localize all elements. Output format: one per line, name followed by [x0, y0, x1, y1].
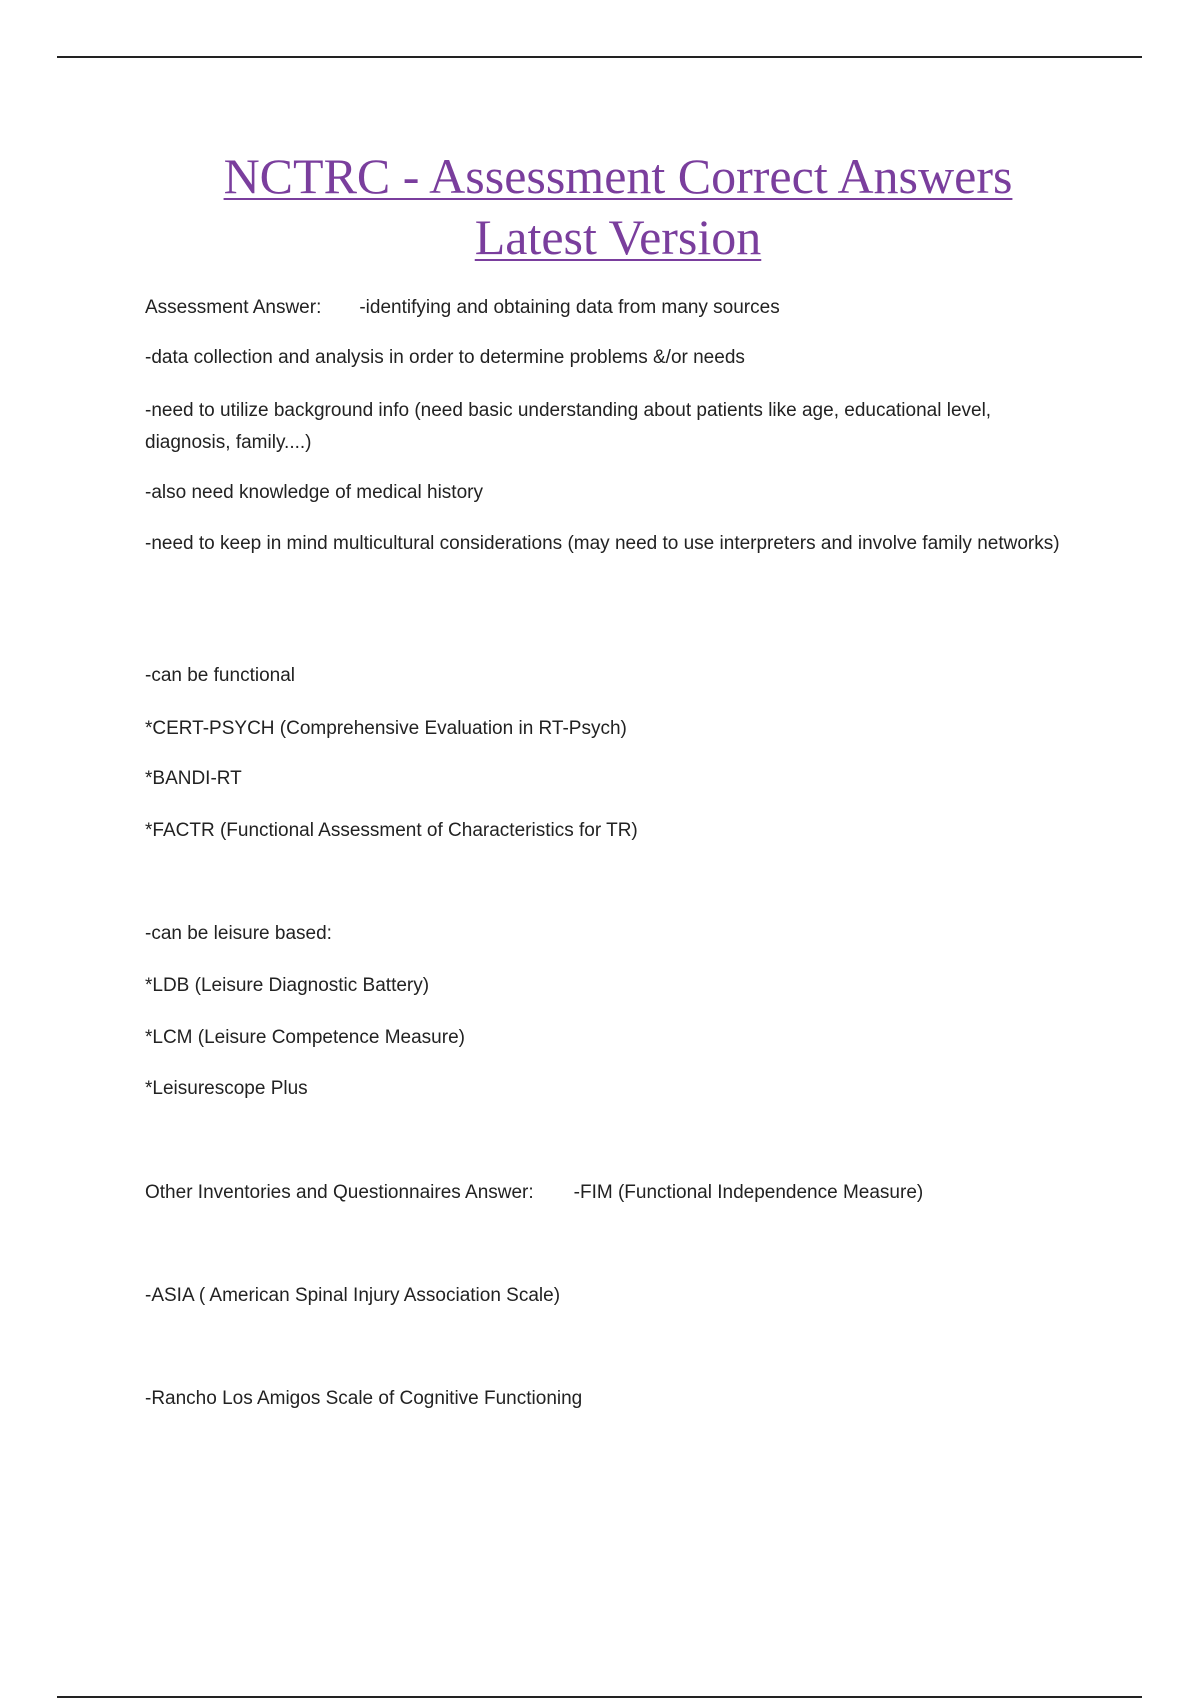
- line-background-info: -need to utilize background info (need basic understanding about patients like age, educational level, diagnosis, family....): [145, 400, 992, 453]
- other-inventories-answer-first: -FIM (Functional Independence Measure): [573, 1182, 924, 1203]
- line-ldb: *LDB (Leisure Diagnostic Battery): [145, 975, 430, 996]
- line-rancho: -Rancho Los Amigos Scale of Cognitive Functioning: [145, 1388, 583, 1409]
- assessment-answer-first: -identifying and obtaining data from many sources: [359, 297, 780, 318]
- line-factr: *FACTR (Functional Assessment of Characteristics for TR): [145, 820, 638, 841]
- line-leisurescope: *Leisurescope Plus: [145, 1078, 308, 1099]
- assessment-entry: [145, 292, 1065, 324]
- line-data-collection: -data collection and analysis in order to determine problems &/or needs: [145, 347, 745, 368]
- line-functional: -can be functional: [145, 665, 295, 686]
- line-multicultural: -need to keep in mind multicultural considerations (may need to use interpreters and involve family networks): [145, 533, 1060, 554]
- bottom-rule: [57, 1696, 1142, 1698]
- line-lcm: *LCM (Leisure Competence Measure): [145, 1027, 465, 1048]
- line-asia: -ASIA ( American Spinal Injury Association Scale): [145, 1285, 561, 1306]
- title-line-1: NCTRC - Assessment Correct Answers: [223, 148, 1013, 204]
- line-medical-history: -also need knowledge of medical history: [145, 482, 483, 503]
- title-line-2: Latest Version: [474, 209, 762, 265]
- assessment-question: Assessment Answer:: [145, 297, 322, 318]
- other-inventories-entry: [145, 1177, 1065, 1209]
- line-cert-psych: *CERT-PSYCH (Comprehensive Evaluation in RT-Psych): [145, 718, 627, 739]
- line-bandi-rt: *BANDI-RT: [145, 768, 242, 789]
- line-leisure-based: -can be leisure based:: [145, 923, 332, 944]
- other-inventories-question: Other Inventories and Questionnaires Answer:: [145, 1182, 534, 1203]
